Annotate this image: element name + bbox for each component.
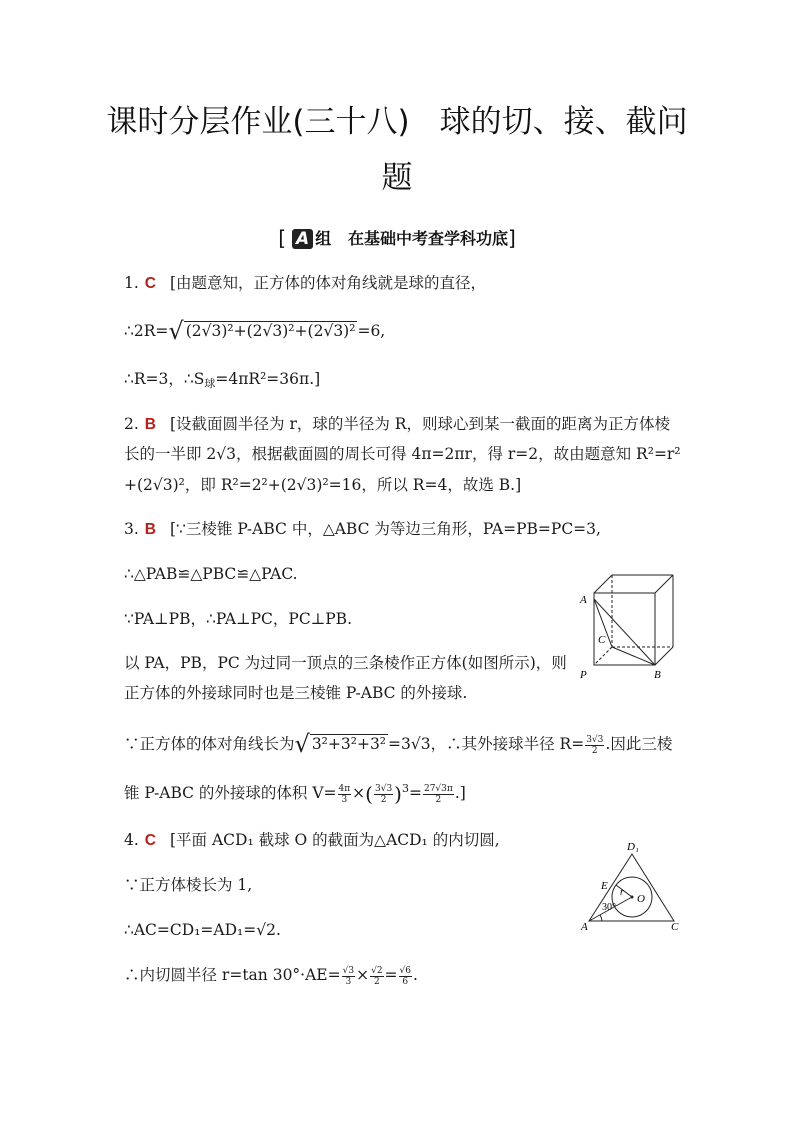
q2-line1: 2. B [设截面圆半径为 r，球的半径为 R，则球心到某一截面的距离为正方体棱 bbox=[124, 415, 670, 433]
page-title-line2: 题 bbox=[381, 160, 413, 196]
q2-line3: +(2√3)²，即 R²=2²+(2√3)²=16，所以 R=4，故选 B.] bbox=[124, 476, 522, 494]
label-A: A bbox=[581, 921, 588, 932]
q1-line1 bbox=[124, 272, 486, 295]
label-C: C bbox=[671, 921, 679, 932]
group-badge: A bbox=[292, 229, 313, 249]
q1-line3: ∴R=3，$\therefore S_球=4\pi R^2=36\pi$.] bbox=[124, 370, 321, 390]
q4-line3: ∴AC=CD₁=AD₁=√2. bbox=[124, 921, 281, 939]
q4-line4: ∴内切圆半径 r=tan 30°·AE= $\frac{√3}{3}$ × $\frac{√2}{2}$ = $\frac{√6}{6}$ . bbox=[124, 965, 418, 987]
label-C: C bbox=[598, 634, 606, 646]
q2-answer: B bbox=[144, 416, 156, 433]
q3-line3: ∵PA⊥PB，∴PA⊥PC，PC⊥PB. bbox=[124, 610, 352, 628]
q1-text: [由题意知，正方体的体对角线就是球的直径， bbox=[170, 274, 487, 292]
q3-answer: B bbox=[144, 521, 156, 538]
q1-answer: C bbox=[144, 275, 156, 292]
q2-number: 2. bbox=[124, 415, 139, 433]
label-P: P bbox=[580, 669, 587, 681]
q2-line2: 长的一半即 2√3，根据截面圆的周长可得 4π=2πr，得 r=2，故由题意知 R²=r² bbox=[124, 445, 681, 463]
center-O bbox=[631, 896, 634, 899]
label-D1: D₁ bbox=[627, 842, 639, 853]
cube-figure bbox=[574, 566, 678, 682]
triangle-incircle-figure bbox=[580, 842, 680, 932]
q3-number: 3. bbox=[124, 520, 139, 538]
page-title bbox=[0, 96, 794, 141]
q4-answer: C bbox=[144, 832, 156, 849]
label-angle: 30° bbox=[602, 902, 616, 913]
q3-line6: ∵正方体的体对角线长为√ 3²+3²+3² =3√3，∴其外接球半径 R= $\frac{3√3}{2}$ .因此三棱 bbox=[124, 730, 673, 758]
q3-line1: 3. B [∵三棱锥 P-ABC 中，△ABC 为等边三角形，PA=PB=PC=3, bbox=[124, 520, 601, 538]
edge-ab bbox=[594, 599, 655, 665]
q1-line2: ∴2R=√ (2√3)²+(2√3)²+(2√3)² =6, bbox=[124, 317, 386, 345]
title-topic: 球的切、接、截问 bbox=[439, 104, 688, 140]
cube-front-face bbox=[594, 593, 655, 665]
q3-line5: 正方体的外接球同时也是三棱锥 P-ABC 的外接球. bbox=[124, 684, 468, 702]
label-B: B bbox=[654, 669, 661, 681]
group-heading: [ A 组 在基础中考查学科功底] bbox=[278, 226, 516, 250]
q1-radicand: (2√3)²+(2√3)²+(2√3)² bbox=[185, 322, 356, 340]
title-main: 课时分层作业(三十八) bbox=[106, 104, 410, 140]
label-r: r bbox=[620, 887, 624, 898]
label-E: E bbox=[601, 880, 608, 892]
label-A: A bbox=[580, 594, 587, 606]
q3-line7: 锥 P-ABC 的外接球的体积 V= $\frac{4\pi}{3}$ ×( $\frac{3√3}{2}$ )$^3$= $\frac{27√3\pi}{2}$ .] bbox=[124, 782, 466, 806]
group-slogan: 在基础中考查学科功底 bbox=[347, 229, 508, 248]
q4-line2: ∵正方体棱长为 1, bbox=[124, 876, 253, 894]
q4-number: 4. bbox=[124, 831, 139, 849]
q1-number: 1. bbox=[124, 274, 139, 292]
q3-line4: 以 PA，PB，PC 为过同一顶点的三条棱作正方体(如图所示)，则 bbox=[124, 654, 567, 672]
q3-line2: ∴△PAB≌△PBC≌△PAC. bbox=[124, 565, 298, 583]
group-label: 组 bbox=[315, 229, 332, 248]
q4-line1: 4. C [平面 ACD₁ 截球 O 的截面为△ACD₁ 的内切圆, bbox=[124, 831, 500, 849]
label-O: O bbox=[637, 893, 645, 905]
